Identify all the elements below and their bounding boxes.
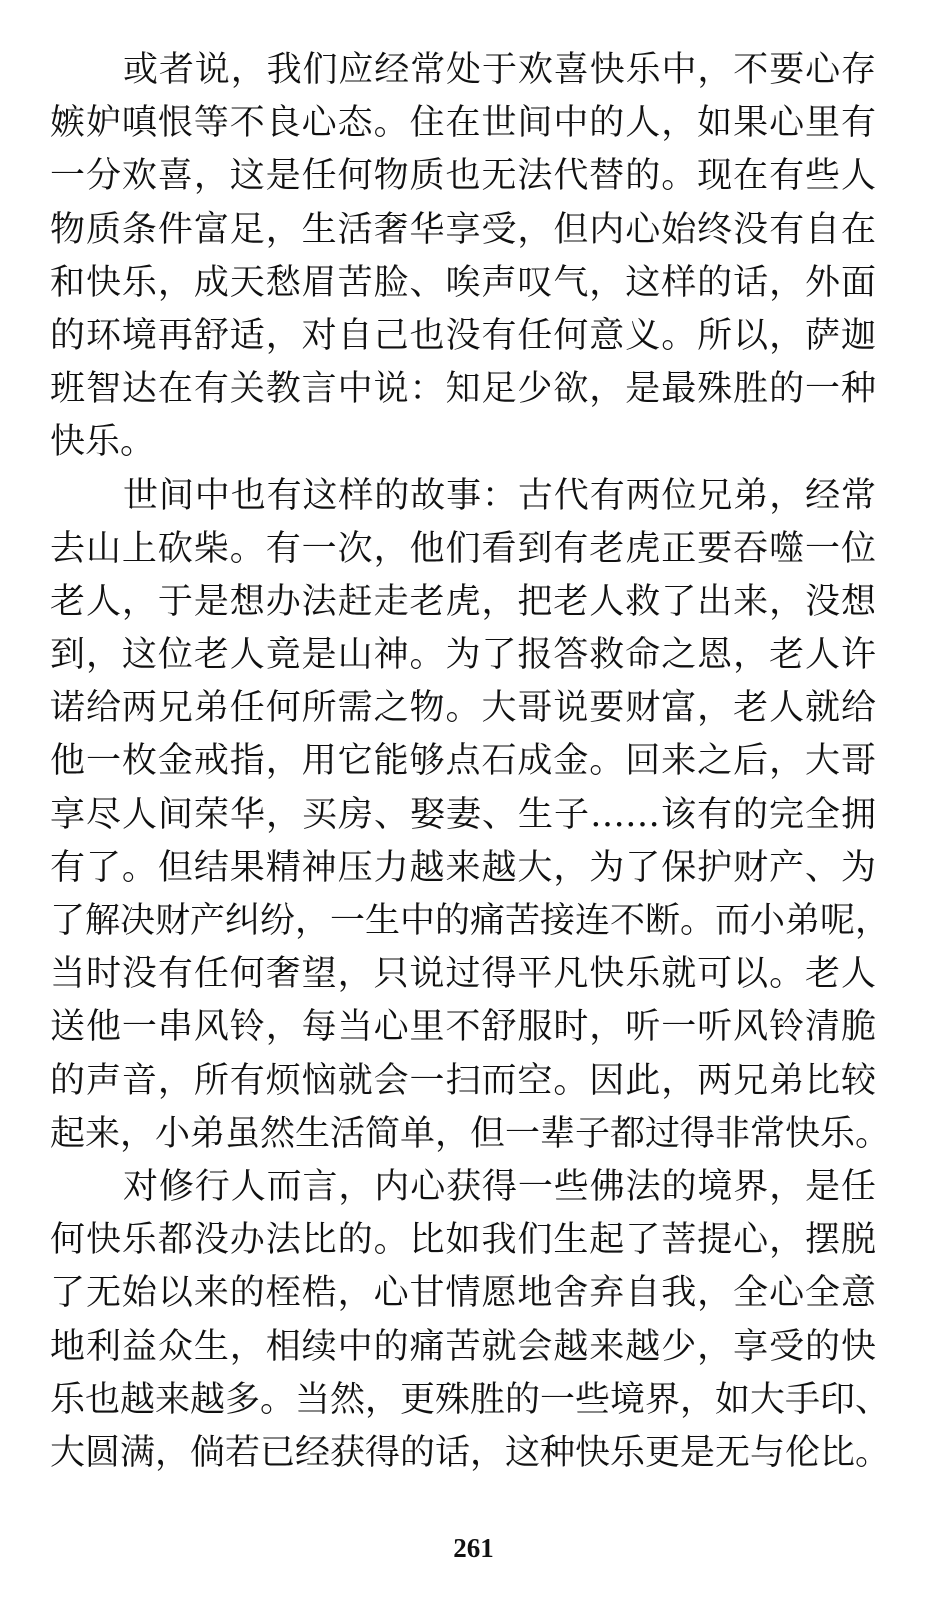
text-line: 老人，于是想办法赶走老虎，把老人救了出来，没想 bbox=[50, 581, 876, 622]
text-line: 到，这位老人竟是山神。为了报答救命之恩，老人许 bbox=[50, 635, 876, 676]
text-line: 地利益众生，相续中的痛苦就会越来越少，享受的快 bbox=[50, 1326, 876, 1367]
text-line: 起来，小弟虽然生活简单，但一辈子都过得非常快乐。 bbox=[50, 1113, 891, 1154]
text-line: 他一枚金戒指，用它能够点石成金。回来之后，大哥 bbox=[50, 741, 876, 782]
page-number: 261 bbox=[453, 1533, 494, 1563]
body-text bbox=[50, 44, 891, 1480]
text-line: 诺给两兄弟任何所需之物。大哥说要财富，老人就给 bbox=[50, 688, 876, 729]
text-line: 的声音，所有烦恼就会一扫而空。因此，两兄弟比较 bbox=[50, 1060, 876, 1101]
text-line: 的环境再舒适，对自己也没有任何意义。所以，萨迦 bbox=[50, 315, 876, 356]
text-line: 班智达在有关教言中说：知足少欲，是最殊胜的一种 bbox=[50, 369, 876, 410]
text-line: 送他一串风铃，每当心里不舒服时，听一听风铃清脆 bbox=[50, 1007, 876, 1048]
text-line: 一分欢喜，这是任何物质也无法代替的。现在有些人 bbox=[50, 156, 876, 197]
text-line: 去山上砍柴。有一次，他们看到有老虎正要吞噬一位 bbox=[50, 528, 876, 569]
text-line: 乐也越来越多。当然，更殊胜的一些境界，如大手印、 bbox=[50, 1379, 891, 1420]
text-line: 享尽人间荣华，买房、娶妻、生子……该有的完全拥 bbox=[50, 794, 876, 835]
text-line: 嫉妒嗔恨等不良心态。住在世间中的人，如果心里有 bbox=[50, 103, 876, 144]
text-line: 物质条件富足，生活奢华享受，但内心始终没有自在 bbox=[50, 209, 876, 250]
text-line: 当时没有任何奢望，只说过得平凡快乐就可以。老人 bbox=[50, 954, 876, 995]
text-line: 有了。但结果精神压力越来越大，为了保护财产、为 bbox=[50, 847, 876, 888]
text-line: 世间中也有这样的故事：古代有两位兄弟，经常 bbox=[123, 475, 876, 516]
text-line: 何快乐都没办法比的。比如我们生起了菩提心，摆脱 bbox=[50, 1220, 876, 1261]
text-line: 快乐。 bbox=[50, 422, 156, 463]
text-line: 对修行人而言，内心获得一些佛法的境界，是任 bbox=[123, 1166, 876, 1207]
text-line: 或者说，我们应经常处于欢喜快乐中，不要心存 bbox=[123, 50, 876, 90]
text-line: 和快乐，成天愁眉苦脸、唉声叹气，这样的话，外面 bbox=[50, 262, 876, 303]
text-line: 了解决财产纠纷，一生中的痛苦接连不断。而小弟呢， bbox=[50, 901, 891, 941]
text-line: 了无始以来的桎梏，心甘情愿地舍弃自我，全心全意 bbox=[50, 1273, 876, 1314]
text-line: 大圆满，倘若已经获得的话，这种快乐更是无与伦比。 bbox=[50, 1432, 891, 1473]
